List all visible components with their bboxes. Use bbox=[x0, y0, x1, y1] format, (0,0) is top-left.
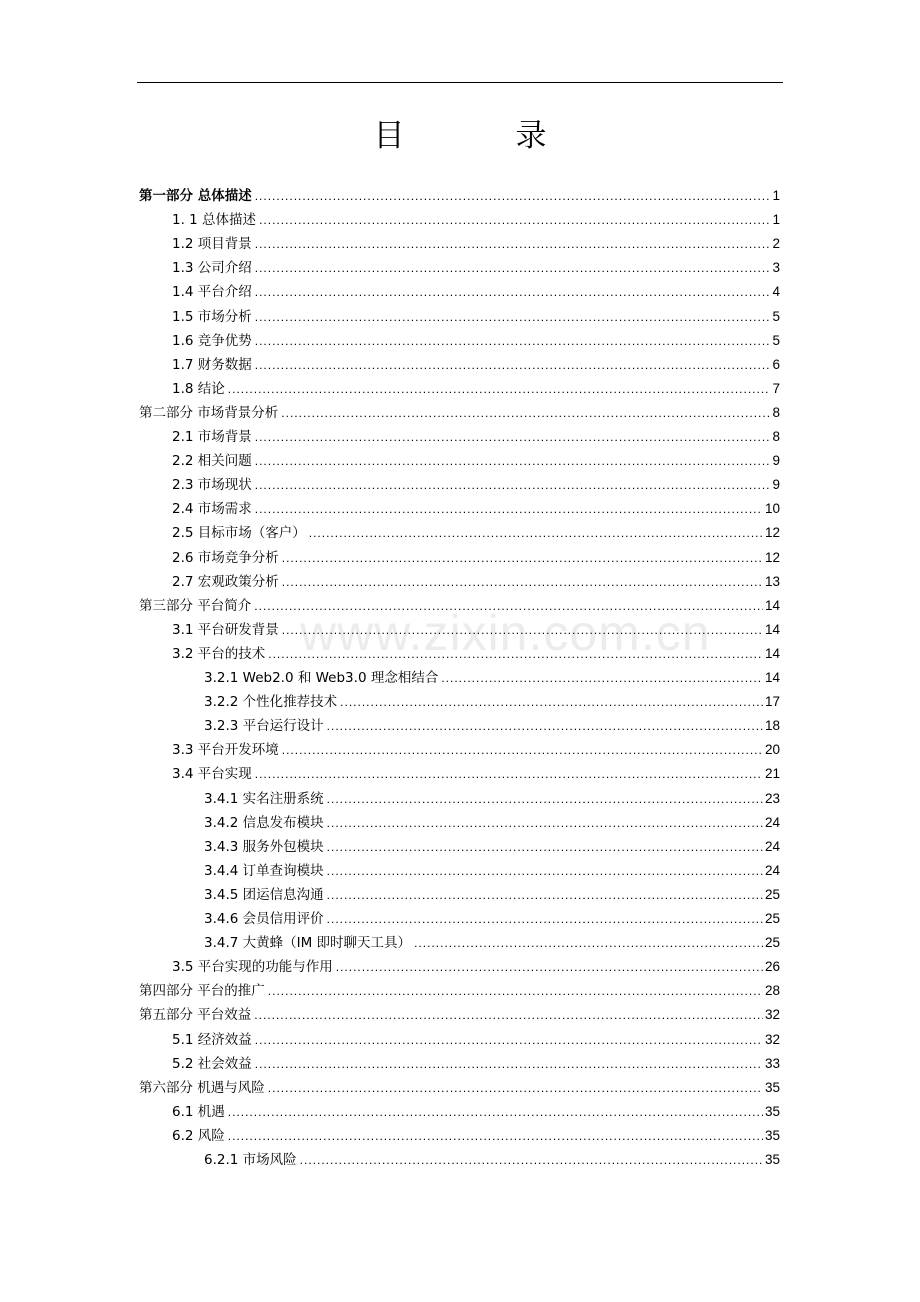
toc-leader-dots bbox=[327, 907, 763, 931]
toc-leader-dots bbox=[255, 232, 771, 256]
toc-entry[interactable] bbox=[204, 666, 780, 690]
toc-leader-dots bbox=[255, 353, 771, 377]
toc-entry-page-number: 18 bbox=[764, 718, 780, 734]
toc-entry-label: 第一部分 总体描述 bbox=[139, 188, 252, 204]
toc-entry[interactable] bbox=[172, 642, 780, 666]
toc-entry-label: 3.4.3 服务外包模块 bbox=[204, 838, 324, 855]
toc-entry-label: 3.4 平台实现 bbox=[172, 766, 252, 783]
toc-entry-page-number: 20 bbox=[764, 742, 780, 758]
toc-entry-label: 1. 1 总体描述 bbox=[172, 212, 257, 229]
toc-entry-label: 3.1 平台研发背景 bbox=[172, 621, 279, 638]
toc-entry-page-number: 25 bbox=[764, 886, 780, 902]
toc-entry-label: 1.6 竞争优势 bbox=[172, 332, 252, 349]
toc-entry-label: 6.2 风险 bbox=[172, 1127, 225, 1144]
toc-entry-label: 3.2.3 平台运行设计 bbox=[204, 718, 324, 735]
toc-entry-label: 第二部分 市场背景分析 bbox=[139, 404, 279, 421]
toc-entry-label: 3.4.4 订单查询模块 bbox=[204, 862, 324, 879]
toc-entry-label: 3.4.6 会员信用评价 bbox=[204, 911, 324, 927]
toc-entry[interactable] bbox=[172, 208, 780, 232]
toc-entry-page-number: 9 bbox=[772, 477, 780, 493]
toc-entry[interactable] bbox=[172, 353, 780, 377]
toc-entry[interactable] bbox=[139, 1003, 780, 1027]
toc-entry-label: 6.1 机遇 bbox=[172, 1103, 225, 1120]
toc-entry-page-number: 14 bbox=[764, 597, 780, 613]
toc-entry-label: 5.2 社会效益 bbox=[172, 1055, 252, 1072]
toc-leader-dots bbox=[255, 425, 771, 449]
toc-leader-dots bbox=[228, 377, 771, 401]
toc-entry-label: 1.4 平台介绍 bbox=[172, 284, 252, 301]
toc-entry-label: 2.2 相关问题 bbox=[172, 453, 252, 470]
toc-entry[interactable] bbox=[172, 1052, 780, 1076]
toc-entry-page-number: 35 bbox=[764, 1103, 780, 1119]
toc-entry-label: 3.2 平台的技术 bbox=[172, 645, 266, 662]
toc-entry[interactable] bbox=[172, 738, 780, 762]
toc-entry[interactable] bbox=[172, 546, 780, 570]
toc-entry-page-number: 24 bbox=[764, 862, 780, 878]
toc-entry[interactable] bbox=[204, 859, 780, 883]
toc-entry-page-number: 10 bbox=[764, 501, 780, 517]
toc-entry-page-number: 8 bbox=[772, 429, 780, 444]
toc-entry[interactable] bbox=[172, 1124, 780, 1148]
toc-entry[interactable] bbox=[172, 497, 780, 521]
toc-leader-dots bbox=[255, 305, 771, 329]
toc-leader-dots bbox=[255, 256, 771, 280]
watermark: www.zixin.com.cn bbox=[300, 605, 711, 661]
toc-entry-page-number: 32 bbox=[764, 1007, 780, 1023]
toc-entry[interactable] bbox=[172, 1028, 780, 1052]
toc-entry-page-number: 12 bbox=[764, 525, 780, 541]
toc-leader-dots bbox=[255, 184, 771, 208]
toc-entry-label: 2.4 市场需求 bbox=[172, 501, 252, 518]
toc-leader-dots bbox=[255, 329, 771, 353]
toc-leader-dots bbox=[268, 642, 763, 666]
toc-entry-label: 第六部分 机遇与风险 bbox=[139, 1079, 265, 1096]
toc-entry-label: 1.5 市场分析 bbox=[172, 308, 252, 325]
toc-leader-dots bbox=[282, 618, 763, 642]
toc-entry[interactable] bbox=[172, 762, 780, 786]
toc-entry-label: 1.7 财务数据 bbox=[172, 356, 252, 373]
toc-leader-dots bbox=[281, 401, 770, 425]
toc-leader-dots bbox=[228, 1100, 763, 1124]
toc-entry-page-number: 14 bbox=[764, 670, 780, 685]
toc-leader-dots bbox=[282, 570, 763, 594]
toc-entry[interactable] bbox=[172, 449, 780, 473]
toc-entry[interactable] bbox=[204, 907, 780, 931]
toc-entry[interactable] bbox=[139, 1076, 780, 1100]
toc-entry-label: 第五部分 平台效益 bbox=[139, 1007, 252, 1024]
toc-entry-page-number: 24 bbox=[764, 838, 780, 854]
toc-entry-page-number: 35 bbox=[764, 1152, 780, 1167]
toc-entry-label: 3.2.2 个性化推荐技术 bbox=[204, 694, 338, 711]
toc-leader-dots bbox=[441, 666, 763, 690]
toc-entry-label: 3.4.1 实名注册系统 bbox=[204, 790, 324, 807]
toc-entry[interactable] bbox=[172, 329, 780, 353]
toc-entry[interactable] bbox=[172, 232, 780, 256]
page-title: 目 录 bbox=[373, 118, 587, 154]
toc-leader-dots bbox=[327, 883, 763, 907]
toc-entry-page-number: 1 bbox=[772, 212, 780, 228]
toc-entry-page-number: 17 bbox=[764, 694, 780, 710]
toc-entry[interactable] bbox=[204, 883, 780, 907]
toc-entry-page-number: 3 bbox=[772, 260, 780, 276]
toc-leader-dots bbox=[327, 811, 763, 835]
toc-entry[interactable] bbox=[172, 570, 780, 594]
toc-entry[interactable] bbox=[204, 811, 780, 835]
toc-entry[interactable] bbox=[172, 305, 780, 329]
toc-entry-page-number: 24 bbox=[764, 814, 780, 830]
toc-entry-label: 6.2.1 市场风险 bbox=[204, 1152, 297, 1168]
toc-leader-dots bbox=[327, 835, 763, 859]
toc-entry-page-number: 35 bbox=[764, 1079, 780, 1095]
toc-leader-dots bbox=[255, 473, 771, 497]
toc-entry[interactable] bbox=[139, 184, 780, 208]
toc-entry-page-number: 7 bbox=[772, 380, 780, 396]
toc-leader-dots bbox=[414, 931, 763, 955]
toc-entry-label: 2.3 市场现状 bbox=[172, 477, 252, 494]
toc-leader-dots bbox=[268, 979, 763, 1003]
toc-entry[interactable] bbox=[204, 714, 780, 738]
toc-entry-label: 1.2 项目背景 bbox=[172, 236, 252, 253]
toc-leader-dots bbox=[268, 1076, 763, 1100]
toc-entry-label: 1.8 结论 bbox=[172, 380, 225, 397]
toc-entry-page-number: 14 bbox=[764, 645, 780, 661]
toc-entry-label: 3.2.1 Web2.0 和 Web3.0 理念相结合 bbox=[204, 670, 439, 686]
toc-entry[interactable] bbox=[204, 835, 780, 859]
toc-entry-page-number: 25 bbox=[764, 911, 780, 926]
toc-entry-page-number: 6 bbox=[772, 356, 780, 372]
toc-entry-label: 2.1 市场背景 bbox=[172, 429, 252, 445]
toc-entry-page-number: 8 bbox=[772, 404, 780, 420]
toc-entry[interactable] bbox=[172, 618, 780, 642]
toc-entry[interactable] bbox=[204, 1148, 780, 1172]
toc-entry-label: 2.6 市场竞争分析 bbox=[172, 549, 279, 566]
toc-leader-dots bbox=[255, 762, 763, 786]
toc-entry[interactable] bbox=[172, 377, 780, 401]
toc-leader-dots bbox=[255, 1028, 763, 1052]
toc-entry-page-number: 33 bbox=[764, 1055, 780, 1071]
toc-leader-dots bbox=[255, 497, 763, 521]
toc-leader-dots bbox=[254, 1003, 763, 1027]
toc-leader-dots bbox=[259, 208, 770, 232]
toc-leader-dots bbox=[254, 594, 763, 618]
toc-leader-dots bbox=[340, 690, 763, 714]
toc-entry-page-number: 12 bbox=[764, 549, 780, 565]
toc-entry[interactable] bbox=[172, 280, 780, 304]
toc-entry-label: 3.3 平台开发环境 bbox=[172, 742, 279, 759]
toc-leader-dots bbox=[309, 521, 763, 545]
toc-entry-page-number: 32 bbox=[764, 1031, 780, 1047]
toc-entry-label: 1.3 公司介绍 bbox=[172, 260, 252, 277]
toc-leader-dots bbox=[327, 787, 763, 811]
toc-leader-dots bbox=[327, 714, 763, 738]
toc-entry-label: 2.7 宏观政策分析 bbox=[172, 573, 279, 590]
toc-entry-page-number: 5 bbox=[772, 308, 780, 324]
toc-entry[interactable] bbox=[172, 521, 780, 545]
toc-entry-page-number: 35 bbox=[764, 1127, 780, 1143]
toc-entry-label: 2.5 目标市场（客户） bbox=[172, 525, 306, 542]
toc-entry[interactable] bbox=[139, 979, 780, 1003]
toc-entry-page-number: 2 bbox=[772, 236, 780, 252]
toc-leader-dots bbox=[255, 449, 771, 473]
toc-entry-label: 第四部分 平台的推广 bbox=[139, 983, 265, 1000]
toc-entry-page-number: 25 bbox=[764, 935, 780, 951]
toc-entry[interactable] bbox=[204, 787, 780, 811]
toc-entry-page-number: 28 bbox=[764, 983, 780, 999]
toc-entry[interactable] bbox=[139, 401, 780, 425]
toc-entry-label: 第三部分 平台简介 bbox=[139, 597, 252, 614]
toc-leader-dots bbox=[255, 1052, 763, 1076]
toc-entry-label: 5.1 经济效益 bbox=[172, 1031, 252, 1048]
toc-entry[interactable] bbox=[204, 690, 780, 714]
toc-entry-page-number: 5 bbox=[772, 332, 780, 348]
toc-entry[interactable] bbox=[172, 425, 780, 449]
toc-entry-page-number: 1 bbox=[772, 188, 780, 203]
toc-entry-label: 3.4.7 大黄蜂（IM 即时聊天工具） bbox=[204, 935, 412, 952]
toc-entry[interactable] bbox=[139, 594, 780, 618]
toc-entry-page-number: 26 bbox=[764, 959, 780, 975]
toc-leader-dots bbox=[282, 546, 763, 570]
toc-entry-label: 3.4.2 信息发布模块 bbox=[204, 814, 324, 831]
toc-leader-dots bbox=[336, 955, 763, 979]
toc-entry-page-number: 23 bbox=[764, 790, 780, 806]
toc-leader-dots bbox=[228, 1124, 763, 1148]
toc-entry-page-number: 21 bbox=[764, 766, 780, 782]
toc-entry[interactable] bbox=[172, 1100, 780, 1124]
toc-leader-dots bbox=[300, 1148, 763, 1172]
toc-leader-dots bbox=[327, 859, 763, 883]
toc-entry-page-number: 9 bbox=[772, 453, 780, 469]
toc-entry-page-number: 4 bbox=[772, 284, 780, 300]
toc-leader-dots bbox=[282, 738, 763, 762]
toc-entry-page-number: 13 bbox=[764, 573, 780, 589]
toc-entry[interactable] bbox=[172, 955, 780, 979]
toc-entry[interactable] bbox=[172, 256, 780, 280]
toc-entry[interactable] bbox=[172, 473, 780, 497]
header-rule bbox=[137, 82, 783, 83]
toc-leader-dots bbox=[255, 280, 771, 304]
toc-entry-label: 3.5 平台实现的功能与作用 bbox=[172, 959, 333, 976]
toc-entry-label: 3.4.5 团运信息沟通 bbox=[204, 886, 324, 903]
toc-entry[interactable] bbox=[204, 931, 780, 955]
toc-entry-page-number: 14 bbox=[764, 621, 780, 637]
